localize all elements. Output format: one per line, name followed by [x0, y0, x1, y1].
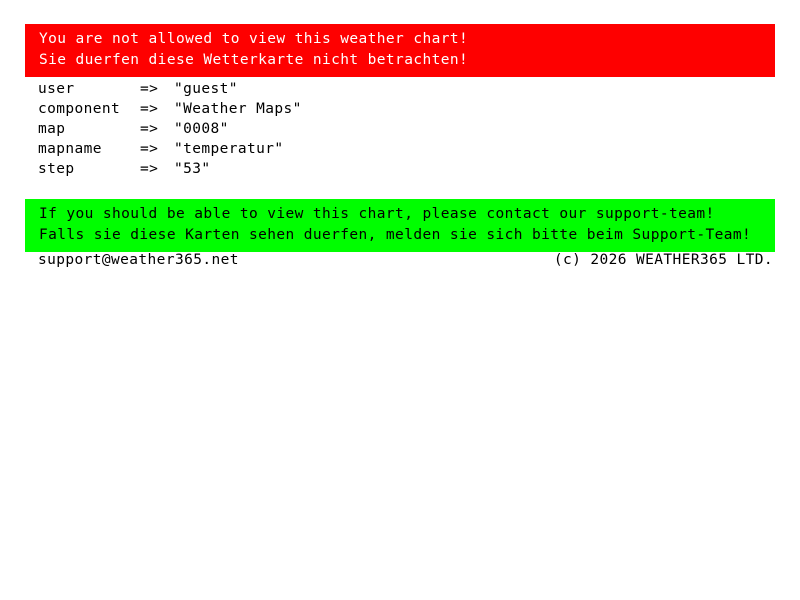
param-value: "0008"	[174, 121, 229, 137]
param-value: "temperatur"	[174, 141, 284, 157]
footer	[38, 250, 773, 270]
param-value: "Weather Maps"	[174, 101, 302, 117]
info-banner-line-en: If you should be able to view this chart, please contact our support-team!	[39, 206, 715, 222]
param-arrow: =>	[140, 101, 159, 117]
table-row	[38, 119, 302, 139]
error-banner-line-en: You are not allowed to view this weather chart!	[39, 31, 469, 47]
table-row	[38, 99, 302, 119]
table-row	[38, 159, 302, 179]
param-key: map	[38, 121, 66, 137]
table-row	[38, 139, 302, 159]
error-banner	[25, 24, 775, 77]
param-arrow: =>	[140, 121, 159, 137]
parameter-list	[38, 79, 302, 179]
param-value: "guest"	[174, 81, 238, 97]
info-banner-line-de: Falls sie diese Karten sehen duerfen, melden sie sich bitte beim Support-Team!	[39, 227, 752, 243]
info-banner	[25, 199, 775, 252]
param-value: "53"	[174, 161, 211, 177]
param-key: user	[38, 81, 75, 97]
support-email-link[interactable]: support@weather365.net	[38, 252, 239, 268]
param-key: mapname	[38, 141, 102, 157]
param-key: component	[38, 101, 121, 117]
param-key: step	[38, 161, 75, 177]
copyright-text: (c) 2026 WEATHER365 LTD.	[553, 252, 773, 268]
param-arrow: =>	[140, 81, 159, 97]
param-arrow: =>	[140, 161, 159, 177]
param-arrow: =>	[140, 141, 159, 157]
error-banner-line-de: Sie duerfen diese Wetterkarte nicht betrachten!	[39, 52, 469, 68]
table-row	[38, 79, 302, 99]
